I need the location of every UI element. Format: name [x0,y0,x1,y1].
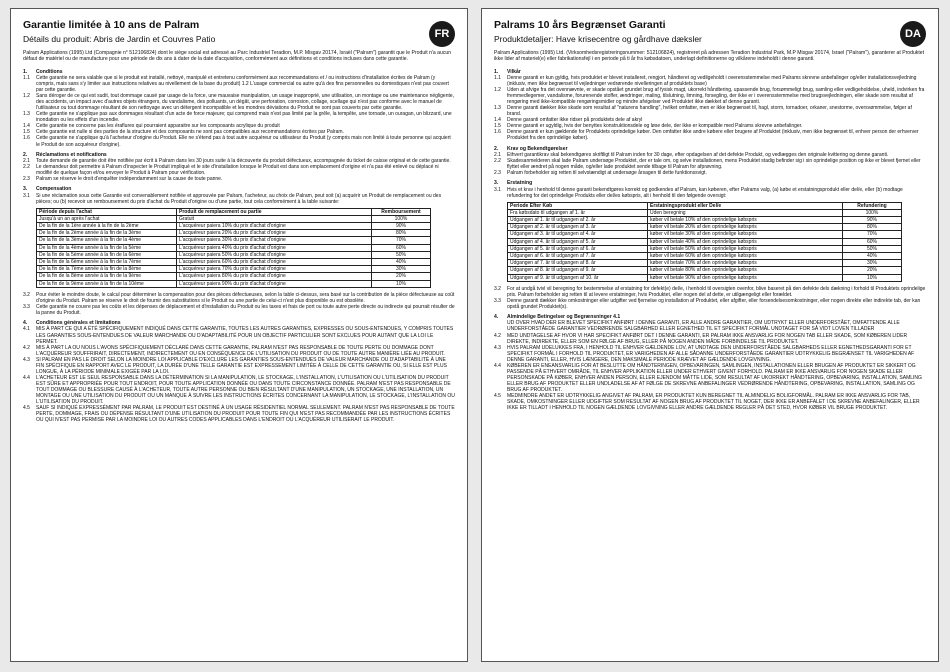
section-title: Conditions générales et limitations [36,320,121,327]
table-cell: 80% [843,224,902,231]
table-cell: L'acquéreur paiera 10% du prix d'achat d'origine [177,223,372,230]
table-cell: De la fin de la 6ème année à la fin de la 7ème [37,259,177,266]
compensation-table [36,208,431,288]
clause-text: Denne garanti er kun gyldig, hvis produktet er blevet installeret, rengjort, håndteret og vedligeholdt i overensstemmelse med Palrams skrevne anbefalinger og/eller installationsvejledning (inklusiv, men ikke begrænset til vejledninger vedrørende nivelleringen af produktets base) [507,75,917,88]
page-subtitle: Détails du produit: Abris de Jardin et Couvres Patio [23,34,216,44]
table-row [508,238,902,245]
table-cell: køber vil betale 60% af den oprindelige købspris [648,253,843,260]
table-cell: Udgangen af 5. år til udgangen af 6. år [508,245,648,252]
clause-text: Cette garantie ne concerne pas les éraflures qui pourraient apparaitre sur les composants acrylique du produit [36,123,280,130]
clause [23,292,455,304]
clause-text: SI PALRAM EN PAS LE DROIT SELON LA MOINDRE LOI APPLICABLE D'EXCLURE LES GARANTIES SOUS-ENTENDUES DE VALEUR MARCHANDE OU D'ADAPTABILITÉ À UNE FIN SPÉCIFIQUE EN RAPPORT AVEC LE PRODUIT, LA DURÉE D'UNE TELLE GARANTIE EST EXPRESSEMENT LIMITÉE À CELLE DE CETTE GARANTIE OU, SI ELLE EST PLUS LONGUE, À LA PÉRIODE MINIMALE EXIGÉE PAR LA LOI. [36,356,447,375]
clause-text: MEDMINDRE ANDET ER UDTRYKKELIG ANGIVET AF PALRAM, ER PRODUKTET KUN BEREGNET TIL ALMINDELIG BOLIGFORMÅL. PALRAM ER IKKE ANSVARLIG FOR TAB, SKADE, OMKOSTNINGER ELLER UDGIFTER SOM RESULTAT AF NOGEN BRUG AF PRODUKTET TIL NOGET, DER IKKE ER ANBEFALET I DE SKREVNE ANBEFALINGER, ELLER IKKE ER TILLADT I HENHOLD TIL NOGEN GÆLDENDE LOVGIVNING ELLER ANDRE GÆLDENDE REGLER PÅ DET STED, HVOR KØBER VIL BRUGE PRODUKTET. [507,393,920,412]
clause-number: 1.1 [494,75,501,81]
language-badge: FR [429,21,455,47]
clause-text: Si une réclamation sous cette Garantie est convenablement notifiée et approuvée par Palram, l'acheteur, au choix de Palram, peut soit (a) acquérir un Produit de remplacement ou des pièces; ou (b) recevoir un remboursement du prix d'achat du Produit d'origine ou d'une partie, tout cela conformément à la table suivante: [36,192,442,205]
table-row [508,231,902,238]
clause-number: 1.6 [23,135,30,142]
clause-number: 2.2 [23,164,30,171]
clause [23,345,455,357]
table-cell: L'acquéreur paiera 40% du prix d'achat d'origine [177,244,372,251]
clause [23,405,455,423]
section-number: 3. [494,180,499,187]
clause-number: 1.2 [23,93,30,100]
clause-text: SAUF SI INDIQUÉ EXPRESSÉMENT PAR PALRAM, LE PRODUIT EST DESTINÉ À UN USAGE RÉSIDENTIEL NORMAL SEULEMENT. PALRAM N'EST PAS RESPONSABLE DE TOUTE PERTE, DOMMAGE, FRAIS OU DÉPENSE RÉSULTANT D'UNE UTILISATION DU PRODUIT POUR TOUTE FIN QUI N'EST PAS RECOMMANDÉE PAR LES INSTRUCTIONS ÉCRITES OU QUI N'EST PAS PERMISE PAR LA MOINDRE LOI OU AUTRES CODES APPLICABLES DANS L'ENDROIT OU L'ACQUÉREUR UTILISERAIT LE PRODUIT. [36,405,455,424]
clause [23,375,455,405]
table-cell: Udgangen af 6. år til udgangen af 7. år [508,253,648,260]
table-header-cell: Refundering [843,202,902,209]
table-cell: 10% [372,280,431,287]
clause-number: 3.1 [23,192,30,199]
clause-number: 4.2 [23,344,30,351]
clause [494,333,926,345]
table-cell: 90% [843,217,902,224]
table-cell: 50% [372,251,431,258]
clause-text: Cette garantie ne s'applique pas aux dommages résultant d'un acte de force majeure; qui comprend mais n'est pas limité par la grêle, la tempête, une tornade, un ouragan, un blizzard, une inondation ou les effets d'un incendie. [36,111,452,124]
page-title: Garantie limitée à 10 ans de Palram [23,19,200,31]
table-cell: 30% [843,260,902,267]
table-cell: køber vil betale 20% af den oprindelige købspris [648,224,843,231]
clause-number: 3.1 [494,186,501,193]
table-row [508,245,902,252]
table-header-cell: Periode Efter Køb [508,202,648,209]
clause-number: 3.3 [494,297,501,304]
table-cell: De la fin de la 9ème année à la fin de la 10ème [37,280,177,287]
section [494,69,926,142]
clause-number: 2.1 [494,151,501,158]
table-cell: 60% [372,244,431,251]
clause-text: Sans déroger de ce qui est sudit, tout dommage causé par usage de la force, une mauvaise manipulation, un usage inapproprié, une utilisation, un montage ou une maintenance négligente, des accidents, un impact avec d'autres objets étrangers, du vandalisme, des polluants, un dégât, une perforation, corrosion, collage, scellage qui n'est pas conforme avec le manuel de l'utilisateur ou tout dommage résultant de son nettoyage avec un détergent incompatible et les mondres déviations du Produit ne sont pas couverts par cette garantie. [36,93,455,112]
table-row [37,223,431,230]
table-cell: køber vil betale 50% af den oprindelige købspris [648,245,843,252]
section [23,186,455,205]
clause-number: 1.4 [494,117,501,124]
clause-text: For at undgå tvivl vil beregning for bestemmelse af erstatning for defekt(e) del/e, i henhold til oversigten ovenfor, blive baseret på den defekte dels dækning i forhold til Produktets oprindelige pris. Palram forbeholder sig retten til at levere erstatninger, hvis Produktet, eller nogen del af dette, er utilgængeligt eller forældet. [507,285,926,298]
section [23,320,455,423]
clause [494,170,926,176]
table-row [37,244,431,251]
table-cell: Fra købsdato til udgangen af 1. år [508,209,648,216]
clause-text: Le demandeur doit permettre à Palram d'inspecter le Produit impliqué et le site d'installation lorsque le Produit est dans son emplacement d'origine et n'a pas été enlevé ou déplacé ni modifié de quelque façon et/ou envoyer le Produit à Palram pour vérification. [36,164,439,177]
table-row [37,259,431,266]
clause-number [494,320,507,332]
table-cell: Udgangen af 2. år til udgangen af 3. år [508,224,648,231]
clause-text: Toute demande de garantie doit être notifiée par écrit à Palram dans les 30 jours suite à la découverte du produit défectueux, accompagnée du ticket de caisse original et de cette garantie. [36,157,451,164]
clause-text: Skadesanmelderen skal lade Palram undersøge Produktet, der er tale om, og selve installationen, mens Produktet stadig befinder sig i sin oprindelige position og ikke er blevet fjernet eller flyttet eller ændret på nogen måde, og/eller lade produktet sende tilbage til Palram for afprøvning. [507,157,921,171]
table-cell: 50% [843,245,902,252]
clause-number: 1.5 [494,123,501,130]
table-cell: L'acquéreur paiera 30% du prix d'achat d'origine [177,237,372,244]
clause-number: 1.6 [494,129,501,136]
table-cell: L'acquéreur paiera 60% du prix d'achat d'origine [177,259,372,266]
clause-text: Denne garanti er kun gældende for Produktets oprindelige køber. Den omfatter ikke andre købere eller brugere af Produktet (inklusiv, men ikke begrænset til, enhver person der erhverver Produktet fra den oprindelige køber). [507,129,919,142]
page-subtitle: Produktdetaljer: Have krisecentre og gårdhave dæksler [494,34,702,44]
language-badge: DA [900,21,926,47]
table-cell: De la fin de la 2ème année à la fin de la 3ème [37,230,177,237]
clause-number: 1.3 [23,111,30,118]
post-table-clauses [494,286,926,310]
clause-number: 2.2 [494,157,501,164]
table-cell: 20% [843,267,902,274]
clause-number: 4.4 [23,374,30,381]
table-cell: 70% [843,231,902,238]
table-cell: 90% [372,223,431,230]
clause-number: 4.4 [494,362,501,369]
table-row [508,267,902,274]
table-cell: Uden beregning [648,209,843,216]
page-title: Palrams 10 års Begrænset Garanti [494,19,666,31]
section [23,152,455,183]
table-cell: Udgangen af 7. år til udgangen af 8. år [508,260,648,267]
section-number: 2. [494,145,499,152]
clause [494,105,926,117]
section-number: 2. [23,151,28,158]
clause [494,298,926,310]
clause [23,326,455,344]
intro-paragraph: Palram Applications (1995) Ltd. (Virksomhedsregistreringsnummer: 512106824), registreret på adressen Teradion Industrial Park, M.P Misgav 20174, Israel ("Palram"), garanterer at Produktet ikke lider af materiel(e) eller fabrikationsfejl i en periode på ti år fra købsdatoen, underlagt definitionerne og vilkårene indeholdt i denne garanti. [494,50,925,63]
clause-text: KØBEREN ER ENEANSVARLIG FOR AT BESLUTTE OM HÅNDTERINGEN, OPBEVARINGEN, SAMLINGEN, INSTALLATIONEN ELLER BRUGEN AF PRODUKTET ER SIKKERT OG PASSENDE PÅ ETHVERT OMRÅDE, TIL ENHVER APPLIKATION ELLER UNDER ETHVERT GIVENT FORHOLD. PALRAM ER IKKE ANSVARLIG FOR NOGEN SKADE ELLER PERSONSKADE PÅ KØBER, ENHVER ANDEN PERSON, ELLER EJENDOM MÅTTE LIDE, SOM RESULTAT AF UKORREKT HÅNDTERING, OPBEVARING, INSTALLATION, SAMLING ELLER BRUG AF PRODUKTET ELLER UNDLADELSE AF AT FØLGE DE SKREVNE ANBEFALINGER VEDRØRENDE HÅNDTERING, OPBEVARING, INSTALLATION, SAMLING OG BRUG AF PRODUKTET. [507,362,922,393]
clause-number: 4.3 [494,344,501,351]
clause-number: 4.1 [23,326,30,333]
table-cell: Udgangen af 9. år til udgangen af 10. år [508,274,648,281]
section-title: Erstatning [507,180,533,187]
section-title: Krav og Bekendtgørelser [507,145,568,152]
section [494,314,926,411]
table-row [508,224,902,231]
table-cell: De la fin de la 3ème année à la fin de la 4ème [37,237,177,244]
section-title: Vilkår [507,68,521,75]
clause [23,357,455,375]
clause-number: 4.2 [494,332,501,339]
table-cell: køber vil betale 40% af den oprindelige købspris [648,238,843,245]
clause [23,164,455,176]
clause-number: 1.5 [23,129,30,136]
clause [23,304,455,316]
table-row [508,209,902,216]
clause [494,187,926,199]
clause-text: MED UNDTAGELSE AF HVOR VI HAR SPECIFIKT ANFØRT DET I DENNE GARANTI, ER PALRAM IKKE ANSVARLIG FOR NOGEN TAB ELLER SKADE, SOM KØBEREN LIDER DIREKTE, INDIREKTE, ELLER SOM EN FØLGE AF BRUG, ELLER PÅ NOGEN ANDEN MÅDE FORBINDELSE TIL PRODUKTET. [507,332,908,345]
table-cell: De la fin de la 8ème année à la fin de la 9ème [37,273,177,280]
table-row [508,217,902,224]
clause-text: HVIS PALRAM UDELUKKES FRA, I HENHOLD TIL ENHVER GÆLDENDE LOV, AT UNDTAGE DEN UNDERFORSTÅEDE SALGBARHEDS ELLER EGNETHEDSGARANTI FOR ET SPECIFIKT FORMÅL I FORHOLD TIL PRODUKTET, ER VARIGHEDEN AF ALLE SÅDANNE UNDERFORSTÅEDE GARANTIER UDTRYKKELIG BEGRÆNSET TIL VARIGHEDEN AF DENNE GARANTI, ELLER, HVIS LÆNGERE, DEN MAKSIMALE PERIODE KRÆVET AF GÆLDENDE LOVGIVNING. [507,344,915,363]
table-row [37,230,431,237]
intro-paragraph: Palram Applications (1995) Ltd (Compagnie n° 512106824) dont le siège social est adressé au Parc Industriel Teradion, M.P. Misgav 20174, Israël ("Palram") garantit que le Produit n'a aucun défaut de matériel ou de manufacture pour une période de dix ans à dater de la date d'acquisition, conformément aux définitions et conditions incluses dans cette garantie. [23,50,452,63]
section-number: 4. [23,320,28,327]
clause-text: Ethvert garantikrav skal bekendtgøres skriftligt til Palram inden for 30 dage, efter opdagelsen af det defekte Produkt, og vedlægges den originale kvittering og denne garanti. [507,151,889,158]
clause-number: 4.3 [23,356,30,363]
table-cell: De la fin de la 4ème année à la fin de la 5ème [37,244,177,251]
clause-number: 1.3 [494,105,501,112]
table-cell: 30% [372,266,431,273]
table-header-row [508,202,902,209]
table-row [508,253,902,260]
table-header-cell: Remboursement [372,208,431,215]
clause-text: Denne garanti omfatter ikke ridser på produktets dele af akryl [507,117,643,124]
clause-number: 1.2 [494,87,501,94]
table-cell: Gratuit [177,215,372,222]
clause-text: Denne garanti dækker ikke skade som resultat af "naturens handling", hvilket omfatter, men er ikke begrænset til, hagl, storm, tornadoer, orkaner, snestorme, oversvømmelse, følger af brand. [507,105,912,118]
warranty-body [494,69,926,412]
clause-text: Denne garanti er ugyldig, hvis der benyttes konstruktionsdele og løse dele, der ikke er kompatible med Palrams skrevne anbefalinger. [507,123,803,130]
table-cell: 60% [843,238,902,245]
table-cell: køber vil betale 10% af den oprindelige købspris [648,217,843,224]
clause [494,75,926,87]
clause-number: 2.1 [23,157,30,164]
table-cell: 10% [843,274,902,281]
table-cell: køber vil betale 90% af den oprindelige købspris [648,274,843,281]
clause-text: Denne garanti dækker ikke omkostninger eller udgifter ved fjernelse og installation af Produktet, eller afgifter, eller forsendelsesomkostninger, eller nogen direkte eller indirekte tab, der kan opstå grundet Produktet(s). [507,297,921,310]
compensation-table [507,202,902,282]
clause-number: 3.2 [23,291,30,298]
clause-text: MIS À PART CE QUI A ÉTÉ SPÉCIFIQUEMENT INDIQUÉ DANS CETTE GARANTIE, TOUTES LES AUTRES GARANTIES, EXPRESSES OU SOUS-ENTENDUES, Y COMPRIS TOUTES LES GARANTIES SOUS-ENTENDUES DE VALEUR MARCHANDE OU D'ADAPTABILITÉ POUR UN OBJECTIF PARTICULIER SONT EXCLUES POUR AUTANT QUE LA LOI LE PERMET. [36,326,454,345]
table-cell: Udgangen af 3. år til udgangen af 4. år [508,231,648,238]
table-cell: Jusqu'à un an après l'achat [37,215,177,222]
clause [494,363,926,393]
clause-text: MIS À PART LA OU NOUS L'AVONS SPÉCIFIQUEMENT DÉCLARÉ DANS CETTE GARANTIE, PALRAM N'EST PAS RESPONSABLE DE TOUTE PERTE OU DOMMAGE DONT L'ACQUÉREUR SOUFFRIRAIT, DIRECTEMENT, INDIRECTEMENT OU EN CONSÉQUENCE DE L'UTILISATION DU PRODUIT OU DE TOUTE AUTRE MANIÈRE LIÉE AU PRODUIT. [36,344,445,357]
clause [23,193,455,205]
table-row [508,274,902,281]
table-cell: 40% [372,259,431,266]
table-cell: køber vil betale 70% af den oprindelige købspris [648,260,843,267]
clause [23,176,455,182]
clause-text: Cette garantie ne sera valable que si le produit est installé, nettoyé, manipulé et entretenu conformément aux recommandations et / ou instructions d'installation écrites de Palram (y compris, mais sans s'y limiter aux instructions relatives au nivellement de la base du produit) 1.2 L'usage commercial ou autre qu'à des fins personnelles ou domestiques n'est pas couvert par cette garantie. [36,75,449,94]
warranty-body [23,69,455,424]
table-header-cell: Période depuis l'achat [37,208,177,215]
table-row [37,266,431,273]
clause-text: L'ACHETEUR EST LE SEUL RESPONSABLE DANS LA DÉTERMINATION SI LA MANIPULATION, LE STOCKAGE, L'INSTALLATION, L'UTILISATION OU L'UTILISATION DU PRODUIT EST SÛRE ET APPROPRIÉE POUR TOUT ENDROIT, POUR TOUTE APPLICATION DONNÉE OU DANS TOUTE CIRCONSTANCE DONNÉE. PALRAM N'EST PAS RESPONSABLE DE TOUT DOMMAGE OU BLESSURE CAUSÉ À L'ACHETEUR, TOUTE AUTRE PERSONNE OU BIEN RÉSULTANT D'UNE MANIPULATION, UN STOCKAGE, UNE INSTALLATION, UN MONTAGE OU UNE UTILISATION DU PRODUIT OU UN MANQUE À SUIVRE LES INSTRUCTIONS ÉCRITES CONCERNANT LA MANIPULATION, LE STOCKAGE, L'INSTALLATION OU L'UTILISATION DU PRODUIT. [36,374,455,406]
table-cell: L'acquéreur paiera 20% du prix d'achat d'origine [177,230,372,237]
table-cell: 40% [843,253,902,260]
clause [23,111,455,123]
table-cell: L'acquéreur paiera 50% du prix d'achat d'origine [177,251,372,258]
table-row [37,215,431,222]
section-number: 4. [494,314,499,321]
table-header-row [37,208,431,215]
clause [23,75,455,93]
table-cell: 100% [372,215,431,222]
table-cell: 70% [372,237,431,244]
table-cell: køber vil betale 30% af den oprindelige købspris [648,231,843,238]
clause-number: 1.1 [23,75,30,81]
table-header-cell: Erstatningsprodukt eller Del/e [648,202,843,209]
clause-number: 2.3 [494,170,501,177]
clause [494,393,926,411]
section-title: Almindelige Betingelser og Begrænsninger 4.1 [507,314,621,321]
clause-text: Palram forbeholder sig retten til selvstændigt at undersøge årsagen til dette funktionssvigt. [507,170,707,177]
post-table-clauses [23,292,455,316]
table-cell: Udgangen af 1. år til udgangen af 2. år [508,217,648,224]
clause [494,286,926,298]
section-number: 1. [494,68,499,75]
table-cell: Udgangen af 4. år til udgangen af 5. år [508,238,648,245]
clause [494,320,926,332]
clause-text: Cette garantie ne s'applique qu'à l'acheteur d'origine du Produit. Elle ne s'étend pas à tout autre acquéreur ou utilisateur du Produit (y compris mais non limité à toute personne qui acquiert le Produit de son acquéreur d'origine). [36,135,451,148]
clause-number: 3.3 [23,303,30,310]
table-row [508,260,902,267]
clause-text: Cette garantie est nulle si des parties de la structure et des composants ne sont pas compatibles aux recommandations écrites par Palram. [36,129,344,136]
table-cell: De la fin de la 7ème année à la fin de la 8ème [37,266,177,273]
table-header-cell: Produit de remplacement ou partie [177,208,372,215]
table-row [37,273,431,280]
clause [23,135,455,147]
clause [494,129,926,141]
clause-text: Cette garantie ne couvre pas les coûts et les dépenses de déplacement et d'installation du Produit ou les taxes et frais de port ou toute autre perte directe ou indirecte qui pourrait résulter de la panne du Produit. [36,303,455,317]
table-row [37,237,431,244]
table-cell: De la fin de la 1ère année à la fin de la 2ème [37,223,177,230]
clause-number: 4.5 [494,393,501,399]
table-cell: L'acquéreur paiera 70% du prix d'achat d'origine [177,266,372,273]
clause-number: 3.2 [494,285,501,292]
section-title: Conditions [36,68,63,75]
warranty-page-french [10,8,468,662]
table-row [37,280,431,287]
clause-number: 2.3 [23,176,30,183]
section [494,146,926,177]
clause-number: 4.5 [23,405,30,412]
clause-text: Palram se réserve le droit d'enquêter indépendamment sur la cause de toute panne. [36,176,223,183]
clause-text: Pour éviter le moindre doute, le calcul pour déterminer la compensation pour des pièces défectueuses, selon la table ci-dessus, sera basé sur la contribution de la pièce défectueuse au coût d'origine du Produit. Palram se réserve le droit de fournir des substitutions si le Produit ou une partie de celui-ci n'est plus disponible ou est obsolète. [36,291,455,304]
clause-text: UD OVER HVAD DER ER BLEVET SPECIFIKT ANFØRT I DENNE GARANTI, ER ALLE ANDRE GARANTIER, OM UDTRYKT ELLER UNDERFORSTÅET, OMFATTENDE ALLE UNDERFORSTÅEDE GARANTIER VEDRØRENDE SALGBARHED ELLER EGNETHED TIL ET SPECIFIKT FORMÅL UNDTAGET FOR SÅ VIDT LOVEN TILLADER [507,320,900,333]
table-cell: 20% [372,273,431,280]
section-number: 3. [23,186,28,193]
clause [23,93,455,111]
section-number: 1. [23,68,28,75]
table-cell: 80% [372,230,431,237]
warranty-page-danish [481,8,939,662]
table-cell: 100% [843,209,902,216]
table-cell: køber vil betale 80% af den oprindelige købspris [648,267,843,274]
clause [494,345,926,363]
table-row [37,251,431,258]
table-cell: L'acquéreur paiera 80% du prix d'achat d'origine [177,273,372,280]
table-cell: De la fin de la 5ème année à la fin de la 6ème [37,251,177,258]
section-title: Réclamations et notifications [36,151,107,158]
section [23,69,455,148]
clause-number: 1.4 [23,123,30,130]
clause-text: Hvis et krav i henhold til denne garanti bekendtgøres korrekt og godkendes af Palram, kan køberen, efter Palrams valg, (a) købe et erstatningsprodukt eller del/e, eller (b) modtage refundering for det oprindelige Produkts eller del/es købspris, alt i henhold til den følgende oversigt: [507,186,903,199]
clause [494,87,926,105]
section-title: Compensation [36,186,72,193]
clause-text: Uden at afvige fra det ovennævnte, er skade opstået grundet brug af fysisk magt, ukorrekt håndtering, upassende brug, forsømmeligt brug, samling eller vedligeholdelse, uheld, indvirken fra fremmedlegemer, vandalisme, forurenende stoffer, ændringer, maling, tilslutning, limning, forsegling, der ikke er i overensstemmelse med brugsvejledningen, eller skade som resultat af rengøring med ikke-kompatible rengøringsmidler og mindre afvigelser ved Produktet ikke dækket af denne garanti. [507,87,925,106]
table-cell: Udgangen af 8. år til udgangen af 9. år [508,267,648,274]
section [494,180,926,199]
table-cell: L'acquéreur paiera 90% du prix d'achat d'origine [177,280,372,287]
clause [494,158,926,170]
